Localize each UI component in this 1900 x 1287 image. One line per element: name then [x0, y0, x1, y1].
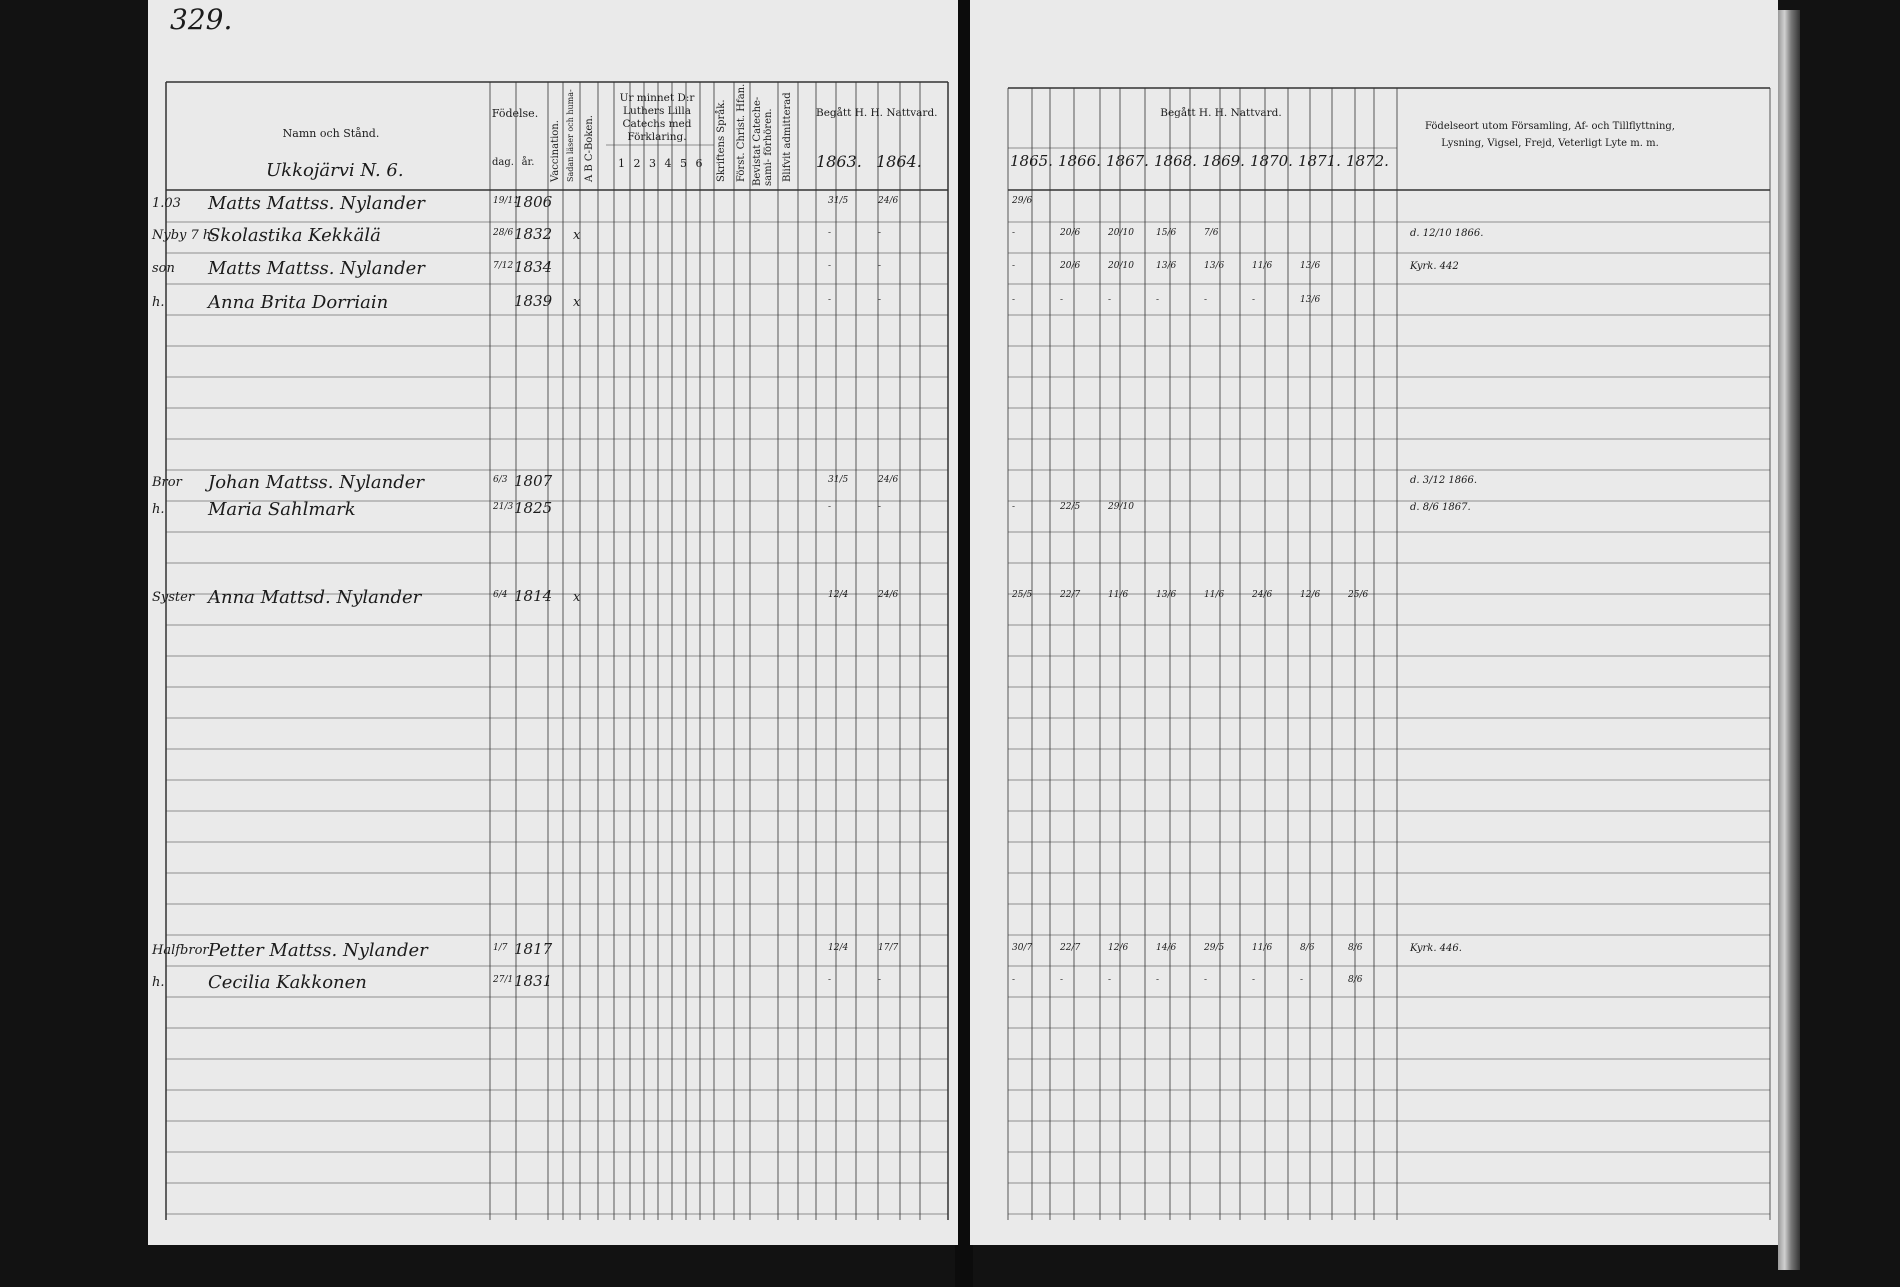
left-grid [148, 0, 958, 1245]
entry-communion-date: 20/10 [1108, 261, 1134, 271]
entry-communion-date: 20/6 [1060, 261, 1081, 271]
entry-1863: - [828, 975, 832, 985]
entry-1863: 31/5 [828, 196, 849, 206]
entry-communion-date: 13/6 [1156, 261, 1177, 271]
entry-1864: - [878, 295, 882, 305]
entry-communion-date: - [1060, 295, 1064, 305]
entry-1863: - [828, 228, 832, 238]
entry-communion-date: 13/6 [1300, 261, 1321, 271]
entry-communion-date: - [1012, 502, 1016, 512]
entry-communion-date: 14/6 [1156, 943, 1177, 953]
entry-communion-date: 22/7 [1060, 590, 1081, 600]
skriftens-label: Skriftens Språk. [716, 99, 727, 182]
entry-communion-date: - [1012, 295, 1016, 305]
entry-communion-date: - [1204, 295, 1208, 305]
entry-name: Matts Mattss. Nylander [208, 193, 425, 214]
entry-communion-date: - [1204, 975, 1208, 985]
entry-prefix: h. [152, 502, 165, 517]
entry-communion-date: 11/6 [1204, 590, 1225, 600]
entry-communion-date: 13/6 [1156, 590, 1177, 600]
entry-birth-year: 1832 [514, 225, 553, 243]
entry-name: Skolastika Kekkälä [208, 225, 381, 246]
catechism-number: 4 [664, 157, 672, 170]
entry-1864: - [878, 975, 882, 985]
entry-birth-year: 1806 [514, 193, 553, 211]
entry-communion-date: - [1012, 261, 1016, 271]
entry-note: d. 3/12 1866. [1410, 475, 1478, 486]
page-edges [1778, 10, 1800, 1270]
entry-mark: x [573, 295, 581, 310]
entry-communion-date: 22/7 [1060, 943, 1081, 953]
entry-birth-day: 6/4 [493, 590, 508, 600]
entry-communion-date: - [1012, 228, 1016, 238]
entry-communion-date: 12/6 [1108, 943, 1129, 953]
entry-birth-day: 19/11 [493, 196, 519, 206]
entry-communion-date: 15/6 [1156, 228, 1177, 238]
entry-name: Cecilia Kakkonen [208, 972, 367, 993]
entry-birth-year: 1814 [514, 587, 553, 605]
entry-birth-year: 1834 [514, 258, 553, 276]
entry-1863: - [828, 502, 832, 512]
entry-note: d. 12/10 1866. [1410, 228, 1484, 239]
entry-communion-date: 29/5 [1204, 943, 1225, 953]
year-label: 1867. [1106, 152, 1149, 170]
entry-birth-day: 7/12 [493, 261, 514, 271]
entry-name: Anna Mattsd. Nylander [208, 587, 422, 608]
entry-communion-date: 24/6 [1252, 590, 1273, 600]
entry-communion-date: 13/6 [1300, 295, 1321, 305]
entry-1864: 24/6 [878, 590, 899, 600]
entry-birth-year: 1831 [514, 972, 553, 990]
entry-communion-date: - [1060, 975, 1064, 985]
entry-1864: - [878, 261, 882, 271]
begatt-label-left: Begått H. H. Nattvard. [816, 107, 938, 119]
entry-communion-date: 25/6 [1348, 590, 1369, 600]
entry-communion-date: - [1252, 295, 1256, 305]
entry-communion-date: 25/5 [1012, 590, 1033, 600]
catechism-number: 6 [695, 157, 703, 170]
entry-communion-date: 8/6 [1348, 943, 1363, 953]
year-label: 1871. [1298, 152, 1341, 170]
forst-label: Först. Christ. Hfan. [736, 83, 747, 182]
entry-name: Matts Mattss. Nylander [208, 258, 425, 279]
entry-note: Kyrk. 446. [1410, 943, 1462, 954]
entry-communion-date: - [1300, 975, 1304, 985]
entry-birth-year: 1839 [514, 292, 553, 310]
entry-prefix: Bror [152, 475, 182, 490]
entry-birth-day: 28/6 [493, 228, 514, 238]
entry-birth-day: 27/1 [493, 975, 514, 985]
year-1864: 1864. [876, 152, 922, 171]
year-label: 1869. [1202, 152, 1245, 170]
entry-prefix: son [152, 261, 175, 276]
entry-prefix: h. [152, 295, 165, 310]
entry-name: Maria Sahlmark [208, 499, 356, 520]
entry-communion-date: 29/10 [1108, 502, 1134, 512]
sadan-label: Sadan läser och huma- [566, 89, 575, 182]
entry-1863: - [828, 295, 832, 305]
year-label: 1872. [1346, 152, 1389, 170]
entry-prefix: Halfbror [152, 943, 209, 958]
year-label: 1868. [1154, 152, 1197, 170]
entry-name: Petter Mattss. Nylander [208, 940, 428, 961]
entry-communion-date: 22/5 [1060, 502, 1081, 512]
entry-communion-date: - [1012, 975, 1016, 985]
entry-1864: 17/7 [878, 943, 899, 953]
entry-note: Kyrk. 442 [1410, 261, 1459, 272]
entry-communion-date: - [1156, 295, 1160, 305]
entry-birth-year: 1825 [514, 499, 553, 517]
entry-communion-date: 20/6 [1060, 228, 1081, 238]
entry-1863: - [828, 261, 832, 271]
entry-communion-date: 8/6 [1348, 975, 1363, 985]
entry-prefix: Nyby 7 h. [152, 228, 216, 243]
entry-prefix: h. [152, 975, 165, 990]
ur-minnet-label: Ur minnet D:r Luthers Lilla Catechs med Förklaring. [619, 92, 695, 144]
year-label: 1870. [1250, 152, 1293, 170]
entry-communion-date: 12/6 [1300, 590, 1321, 600]
entry-birth-year: 1817 [514, 940, 553, 958]
entry-birth-day: 6/3 [493, 475, 508, 485]
notes-column-title: Födelseort utom Församling, Af- och Tillflyttning, Lysning, Vigsel, Frejd, Veterligt Lyte m. m. [1425, 121, 1675, 149]
page-number: 329. [170, 3, 233, 36]
entry-communion-date: - [1156, 975, 1160, 985]
bevistat-label: Bevistat Cateche- sami- förhören. [752, 96, 774, 186]
entry-mark: x [573, 590, 581, 605]
year-label: 1865. [1010, 152, 1053, 170]
vaccination-label: Vaccination. [550, 120, 561, 182]
entry-1864: 24/6 [878, 196, 899, 206]
year-1863: 1863. [816, 152, 862, 171]
entry-1864: 24/6 [878, 475, 899, 485]
entry-communion-date: - [1108, 975, 1112, 985]
entry-communion-date: 29/6 [1012, 196, 1033, 206]
blifvit-label: Blifvit admitterad [782, 92, 793, 182]
catechism-number: 1 [618, 157, 625, 170]
entry-birth-day: 1/7 [493, 943, 508, 953]
begatt-label-right: Begått H. H. Nattvard. [1160, 107, 1282, 119]
entry-1863: 12/4 [828, 590, 849, 600]
catechism-number: 3 [649, 157, 656, 170]
right-page [970, 0, 1778, 1245]
entry-birth-day: 21/3 [493, 502, 514, 512]
catechism-number: 2 [633, 157, 641, 170]
right-grid [970, 0, 1778, 1245]
entry-communion-date: 13/6 [1204, 261, 1225, 271]
entry-note: d. 8/6 1867. [1410, 502, 1471, 513]
entry-communion-date: 30/7 [1012, 943, 1033, 953]
entry-prefix: 1.03 [152, 196, 181, 211]
ar-label: år. [521, 157, 535, 168]
entry-communion-date: 11/6 [1108, 590, 1129, 600]
entry-communion-date: 20/10 [1108, 228, 1134, 238]
dag-label: dag. [492, 157, 514, 168]
village-label: Ukkojärvi N. 6. [266, 160, 404, 181]
entry-communion-date: 11/6 [1252, 261, 1273, 271]
year-label: 1866. [1058, 152, 1101, 170]
entry-1863: 31/5 [828, 475, 849, 485]
catechism-number: 5 [680, 157, 687, 170]
entry-birth-year: 1807 [514, 472, 553, 490]
entry-communion-date: - [1252, 975, 1256, 985]
entry-communion-date: 7/6 [1204, 228, 1219, 238]
entry-name: Johan Mattss. Nylander [208, 472, 425, 493]
entry-communion-date: 8/6 [1300, 943, 1315, 953]
entry-mark: x [573, 228, 581, 243]
fodelse-title: Födelse. [491, 107, 539, 120]
entry-1864: - [878, 502, 882, 512]
entry-prefix: Syster [152, 590, 195, 605]
entry-communion-date: 11/6 [1252, 943, 1273, 953]
entry-name: Anna Brita Dorriain [208, 292, 389, 313]
name-column-title: Namn och Stånd. [282, 127, 380, 140]
entry-1863: 12/4 [828, 943, 849, 953]
abc-label: A B C-Boken. [584, 115, 595, 182]
left-page [148, 0, 958, 1245]
entry-communion-date: - [1108, 295, 1112, 305]
entry-1864: - [878, 228, 882, 238]
